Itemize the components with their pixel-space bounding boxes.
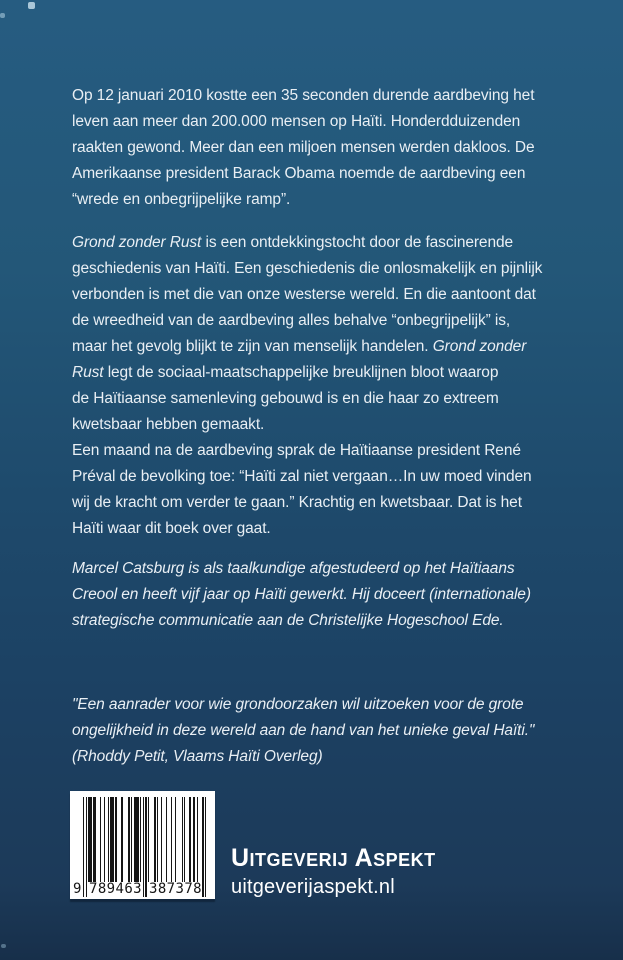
paragraph-3: [72, 556, 593, 634]
text-line: (Rhoddy Petit, Vlaams Haïti Overleg): [72, 748, 323, 765]
paragraph-1: [72, 83, 593, 213]
barcode-digit-system: 9: [73, 881, 82, 897]
text-line: ongelijkheid in deze wereld aan de hand van het unieke geval Haïti.": [72, 722, 535, 739]
publisher-name: Uitgeverij Aspekt: [231, 844, 436, 872]
text-line: Préval de bevolking toe: “Haïti zal niet vergaan…In uw moed vinden: [72, 468, 532, 485]
text-line: kwetsbaar hebben gemaakt.: [72, 416, 265, 433]
text-line: de wreedheid van de aardbeving alles behalve “onbegrijpelijk” is,: [72, 312, 511, 329]
text-line: strategische communicatie aan de Christelijke Hogeschool Ede.: [72, 612, 504, 629]
text-line: Grond zonder Rust is een ontdekkingstocht door de fascinerende: [72, 234, 514, 251]
dust-speck: [0, 13, 5, 18]
text-line: "Een aanrader voor wie grondoorzaken wil uitzoeken voor de grote: [72, 696, 524, 713]
text-line: leven aan meer dan 200.000 mensen op Haïti. Honderdduizenden: [72, 113, 521, 130]
dust-speck: [28, 2, 35, 9]
text-line: Rust legt de sociaal-maatschappelijke breuklijnen bloot waarop: [72, 364, 499, 381]
paragraph-2: [72, 230, 593, 542]
dust-speck: [1, 944, 6, 948]
text-line: raakten gewond. Meer dan een miljoen mensen werden dakloos. De: [72, 139, 535, 156]
text-line: geschiedenis van Haïti. Een geschiedenis die onlosmakelijk en pijnlijk: [72, 260, 543, 277]
text-line: “wrede en onbegrijpelijke ramp”.: [72, 191, 291, 208]
back-cover-text: [72, 83, 593, 770]
text-line: Op 12 januari 2010 kostte een 35 seconden durende aardbeving het: [72, 87, 535, 104]
text-line: Amerikaanse president Barack Obama noemde de aardbeving een: [72, 165, 526, 182]
text-line: wij de kracht om verder te gaan.” Krachtig en kwetsbaar. Dat is het: [72, 494, 522, 511]
text-line: Een maand na de aardbeving sprak de Haïtiaanse president René: [72, 442, 521, 459]
paragraph-4: [72, 692, 593, 770]
barcode-bar: [205, 797, 206, 897]
barcode-digits-right: 387378: [149, 881, 202, 897]
publisher-block: [231, 845, 436, 899]
text-line: Creool en heeft vijf jaar op Haïti gewerkt. Hij doceert (internationale): [72, 586, 531, 603]
text-line: Marcel Catsburg is als taalkundige afgestudeerd op het Haïtiaans: [72, 560, 515, 577]
text-line: verbonden is met die van onze westerse wereld. En die aantoont dat: [72, 286, 536, 303]
text-line: de Haïtiaanse samenleving gebouwd is en die haar zo extreem: [72, 390, 499, 407]
text-line: maar het gevolg blijkt te zijn van menselijk handelen. Grond zonder: [72, 338, 527, 355]
publisher-website: uitgeverijaspekt.nl: [231, 876, 395, 898]
text-line: Haïti waar dit boek over gaat.: [72, 520, 271, 537]
isbn-barcode: [70, 791, 215, 899]
barcode-digits-left: 789463: [89, 881, 142, 897]
